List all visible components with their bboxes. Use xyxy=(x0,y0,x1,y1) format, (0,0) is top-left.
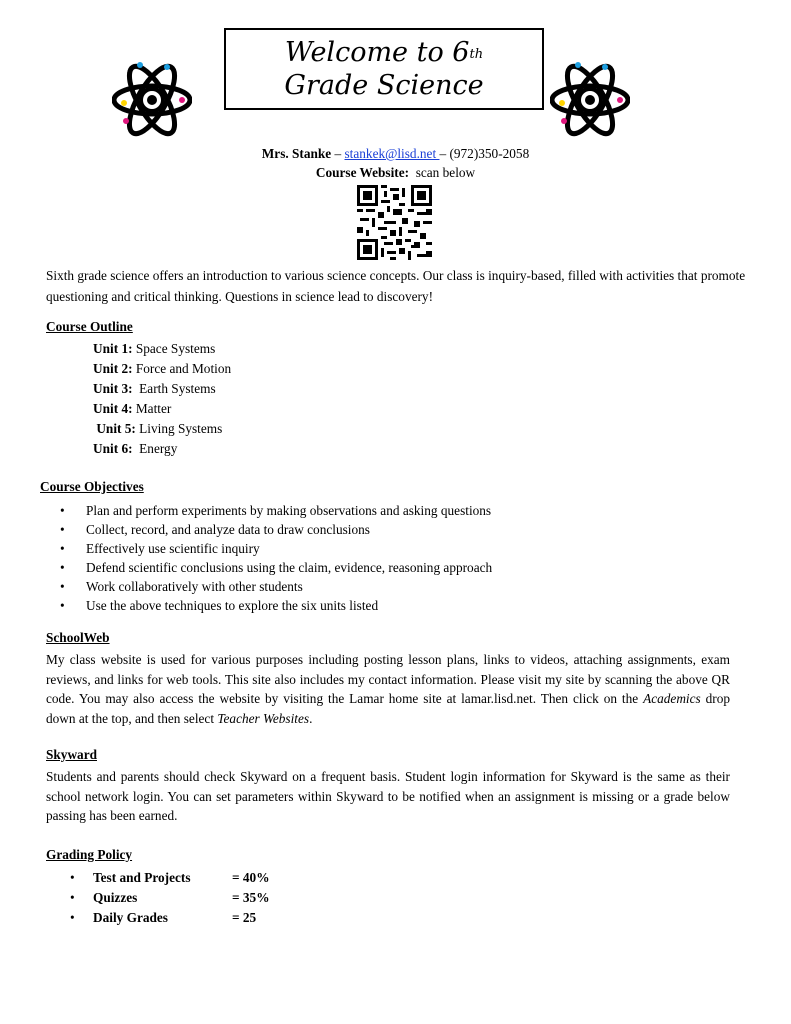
schoolweb-paragraph: My class website is used for various purposes including posting lesson plans, links to videos, attaching assignments, exam reviews, and links for web tools. This site also includes my contact information. Please visit my site by scanning the above QR code. You may also access the website by visiting the Lamar home site at lamar.lisd.net. Then click on the Academics drop down at the top, and then select Teacher Websites. xyxy=(46,652,730,726)
unit-1: Unit 1: Space Systems xyxy=(93,341,216,356)
list-item: • Effectively use scientific inquiry xyxy=(60,539,492,558)
title-line1: Welcome to 6 xyxy=(284,37,470,68)
email-link[interactable]: stankek@lisd.net xyxy=(344,146,440,161)
title-sup: th xyxy=(469,47,484,62)
unit-5: Unit 5: Living Systems xyxy=(93,421,223,436)
list-item: • Defend scientific conclusions using the claim, evidence, reasoning approach xyxy=(60,558,492,577)
contact-line: Mrs. Stanke – stankek@lisd.net – (972)350-2058 xyxy=(261,146,530,161)
unit-3: Unit 3: Earth Systems xyxy=(93,381,216,396)
grading-policy-heading: Grading Policy xyxy=(46,847,133,862)
skyward-paragraph: Students and parents should check Skyward on a frequent basis. Student login information for Skyward is the same as their school network login. You can set parameters within Skyward to be notified when an assignment is missing or a grade below passing has been earned. xyxy=(46,769,730,823)
qr-code[interactable] xyxy=(357,185,432,260)
phone-number: (972)350-2058 xyxy=(449,146,530,161)
website-label: Course Website: xyxy=(315,165,410,180)
list-item: • Use the above techniques to explore the six units listed xyxy=(60,596,492,615)
schoolweb-heading: SchoolWeb xyxy=(46,630,110,645)
website-value: scan below xyxy=(409,165,476,180)
list-item: • Work collaboratively with other students xyxy=(60,577,492,596)
unit-6: Unit 6: Energy xyxy=(93,441,178,456)
list-item: • Collect, record, and analyze data to draw conclusions xyxy=(60,520,492,539)
course-website-line xyxy=(0,163,791,182)
teacher-name: Mrs. Stanke xyxy=(261,146,332,161)
course-objectives-heading: Course Objectives xyxy=(40,479,144,494)
unit-4: Unit 4: Matter xyxy=(93,401,172,416)
page-title xyxy=(224,28,544,110)
intro-paragraph: Sixth grade science offers an introduction to various science concepts. Our class is inquiry-based, filled with activities that promote questioning and critical thinking. Questions in science lead to discovery! xyxy=(46,268,746,304)
list-item: • Plan and perform experiments by making observations and asking questions xyxy=(60,501,492,520)
course-outline-heading: Course Outline xyxy=(46,319,133,334)
atom-icon-left xyxy=(112,55,192,145)
title-line2: Grade Science xyxy=(284,70,484,101)
atom-icon-right xyxy=(550,55,630,145)
objectives-list xyxy=(60,501,492,615)
unit-2: Unit 2: Force and Motion xyxy=(93,361,232,376)
skyward-heading: Skyward xyxy=(46,747,97,762)
